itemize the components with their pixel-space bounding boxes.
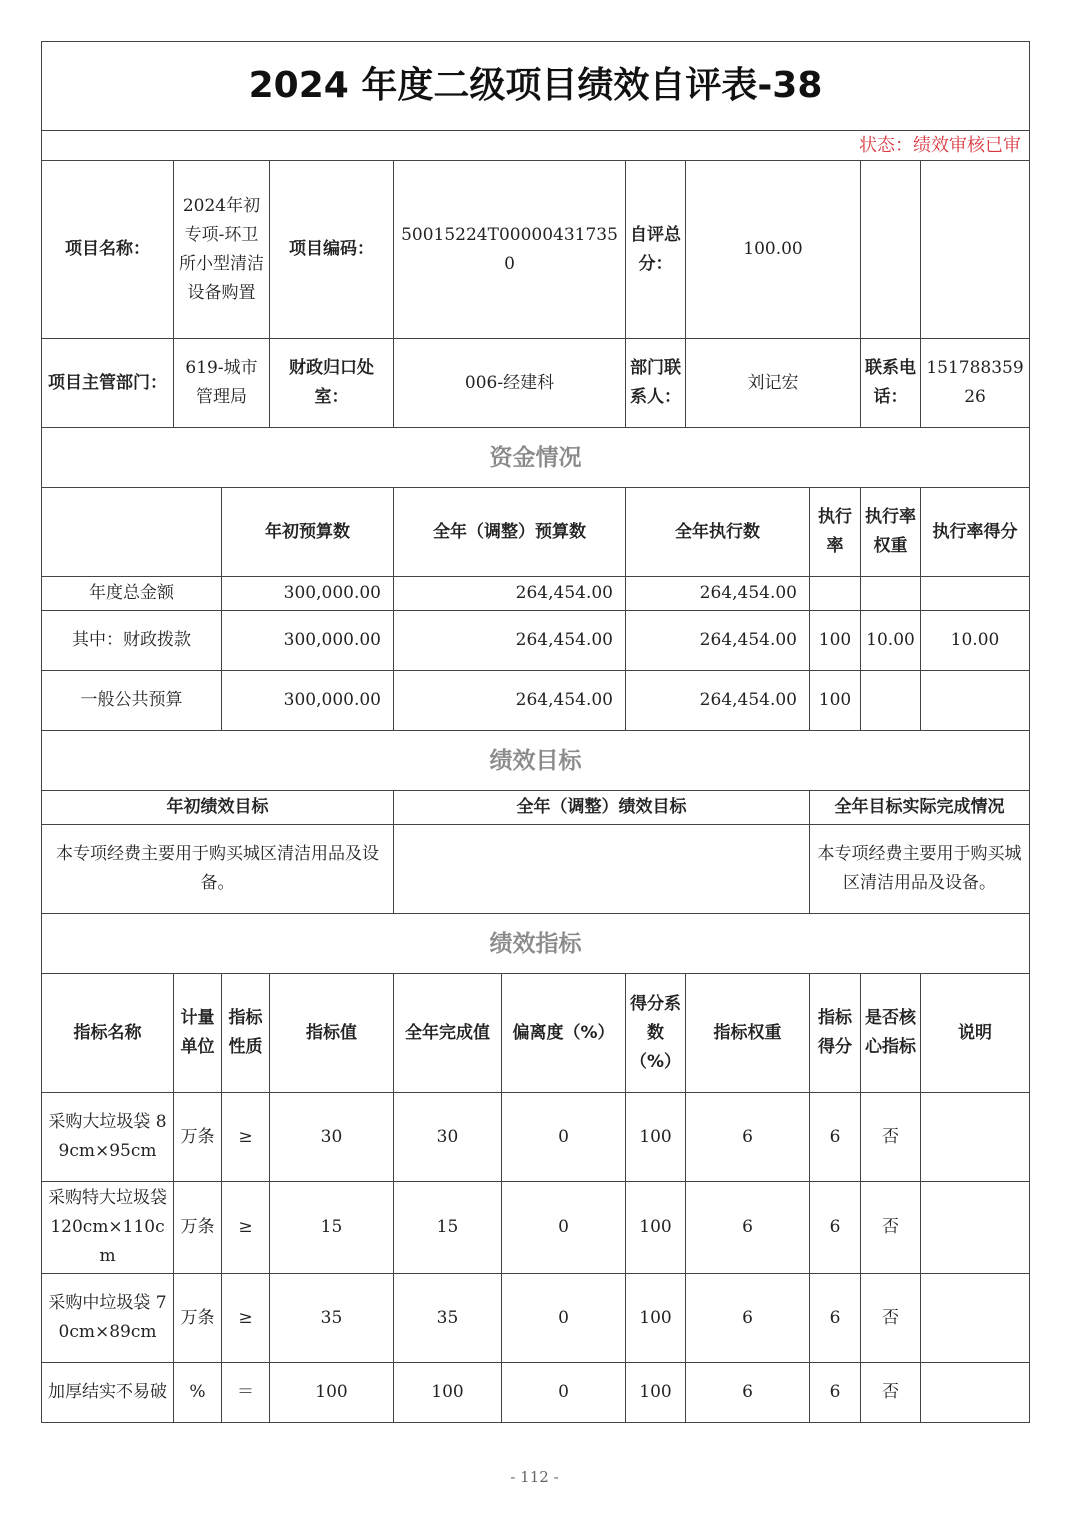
ind-note [921,1093,1030,1182]
ind-score: 6 [810,1274,861,1363]
ind-header-note: 说明 [921,974,1030,1093]
ind-target: 30 [270,1093,394,1182]
project-name-value: 2024年初专项-环卫所小型清洁设备购置 [174,161,270,339]
funds-adjusted-budget: 264,454.00 [394,611,626,671]
funds-header-executed: 全年执行数 [626,488,810,577]
finance-label: 财政归口处室： [270,339,394,428]
ind-header-actual: 全年完成值 [394,974,502,1093]
ind-deviation: 0 [502,1182,626,1274]
funds-rate-weight [861,671,921,731]
funds-initial-budget: 300,000.00 [222,671,394,731]
funds-row [42,611,1030,671]
ind-actual: 35 [394,1274,502,1363]
ind-weight: 6 [686,1093,810,1182]
ind-header-target: 指标值 [270,974,394,1093]
funds-rate-score [921,671,1030,731]
funds-adjusted-budget: 264,454.00 [394,671,626,731]
ind-nature: ≥ [222,1093,270,1182]
ind-header-unit: 计量单位 [174,974,222,1093]
ind-target: 35 [270,1274,394,1363]
ind-header-nature: 指标性质 [222,974,270,1093]
ind-weight: 6 [686,1363,810,1423]
funds-exec-rate: 100 [810,611,861,671]
funds-row-label: 其中：财政拨款 [42,611,222,671]
funds-executed: 264,454.00 [626,577,810,611]
ind-target: 15 [270,1182,394,1274]
funds-header-rate-weight: 执行率权重 [861,488,921,577]
ind-header-coefficient: 得分系数（%） [626,974,686,1093]
dept-value: 619-城市管理局 [174,339,270,428]
ind-deviation: 0 [502,1274,626,1363]
funds-row [42,671,1030,731]
ind-deviation: 0 [502,1363,626,1423]
page-number: - 112 - [510,1468,559,1486]
ind-core: 否 [861,1363,921,1423]
ind-nature: ≥ [222,1182,270,1274]
ind-coefficient: 100 [626,1274,686,1363]
ind-actual: 100 [394,1363,502,1423]
goals-actual-text: 本专项经费主要用于购买城区清洁用品及设备。 [810,825,1030,914]
ind-header-score: 指标得分 [810,974,861,1093]
ind-coefficient: 100 [626,1182,686,1274]
ind-score: 6 [810,1182,861,1274]
indicator-row [42,1363,1030,1423]
funds-adjusted-budget: 264,454.00 [394,577,626,611]
ind-note [921,1182,1030,1274]
ind-name: 采购中垃圾袋 70cm×89cm [42,1274,174,1363]
ind-core: 否 [861,1093,921,1182]
funds-rate-score [921,577,1030,611]
ind-target: 100 [270,1363,394,1423]
ind-actual: 15 [394,1182,502,1274]
funds-rate-score: 10.00 [921,611,1030,671]
ind-unit: 万条 [174,1182,222,1274]
goals-initial-text: 本专项经费主要用于购买城区清洁用品及设备。 [42,825,394,914]
ind-header-deviation: 偏离度（%） [502,974,626,1093]
funds-header-rate-score: 执行率得分 [921,488,1030,577]
ind-coefficient: 100 [626,1363,686,1423]
dept-label: 项目主管部门： [42,339,174,428]
contact-label: 部门联系人： [626,339,686,428]
funds-initial-budget: 300,000.00 [222,611,394,671]
goals-section-title: 绩效目标 [42,731,1030,791]
funds-row [42,577,1030,611]
project-code-value: 50015224T000004317350 [394,161,626,339]
indicator-row [42,1093,1030,1182]
phone-label: 联系电话： [861,339,921,428]
project-code-label: 项目编码： [270,161,394,339]
ind-note [921,1363,1030,1423]
funds-row-label: 年度总金额 [42,577,222,611]
funds-rate-weight [861,577,921,611]
ind-score: 6 [810,1363,861,1423]
goals-header-adjusted: 全年（调整）绩效目标 [394,791,810,825]
goals-adjusted-text [394,825,810,914]
ind-weight: 6 [686,1182,810,1274]
self-score-value: 100.00 [686,161,861,339]
ind-unit: 万条 [174,1274,222,1363]
ind-unit: % [174,1363,222,1423]
ind-header-core: 是否核心指标 [861,974,921,1093]
self-score-label: 自评总分： [626,161,686,339]
ind-header-name: 指标名称 [42,974,174,1093]
blank-cell [861,161,921,339]
funds-header-blank [42,488,222,577]
blank-cell [921,161,1030,339]
funds-row-label: 一般公共预算 [42,671,222,731]
ind-actual: 30 [394,1093,502,1182]
indicators-section-title: 绩效指标 [42,914,1030,974]
ind-name: 加厚结实不易破 [42,1363,174,1423]
indicator-row [42,1182,1030,1274]
phone-value: 15178835926 [921,339,1030,428]
funds-header-exec-rate: 执行率 [810,488,861,577]
page-title: 2024 年度二级项目绩效自评表-38 [42,42,1030,131]
ind-coefficient: 100 [626,1093,686,1182]
funds-executed: 264,454.00 [626,611,810,671]
funds-initial-budget: 300,000.00 [222,577,394,611]
ind-core: 否 [861,1182,921,1274]
goals-header-initial: 年初绩效目标 [42,791,394,825]
funds-section-title: 资金情况 [42,428,1030,488]
goals-header-actual: 全年目标实际完成情况 [810,791,1030,825]
funds-rate-weight: 10.00 [861,611,921,671]
funds-header-initial-budget: 年初预算数 [222,488,394,577]
ind-nature: ≥ [222,1274,270,1363]
funds-header-adjusted-budget: 全年（调整）预算数 [394,488,626,577]
ind-deviation: 0 [502,1093,626,1182]
funds-exec-rate: 100 [810,671,861,731]
ind-unit: 万条 [174,1093,222,1182]
status-label: 状态：绩效审核已审 [42,131,1030,161]
finance-value: 006-经建科 [394,339,626,428]
funds-executed: 264,454.00 [626,671,810,731]
ind-core: 否 [861,1274,921,1363]
performance-evaluation-table [41,41,1030,1423]
indicator-row [42,1274,1030,1363]
ind-weight: 6 [686,1274,810,1363]
ind-name: 采购大垃圾袋 89cm×95cm [42,1093,174,1182]
ind-name: 采购特大垃圾袋 120cm×110cm [42,1182,174,1274]
project-name-label: 项目名称： [42,161,174,339]
contact-value: 刘记宏 [686,339,861,428]
ind-nature: ＝ [222,1363,270,1423]
ind-header-weight: 指标权重 [686,974,810,1093]
funds-exec-rate [810,577,861,611]
ind-score: 6 [810,1093,861,1182]
ind-note [921,1274,1030,1363]
